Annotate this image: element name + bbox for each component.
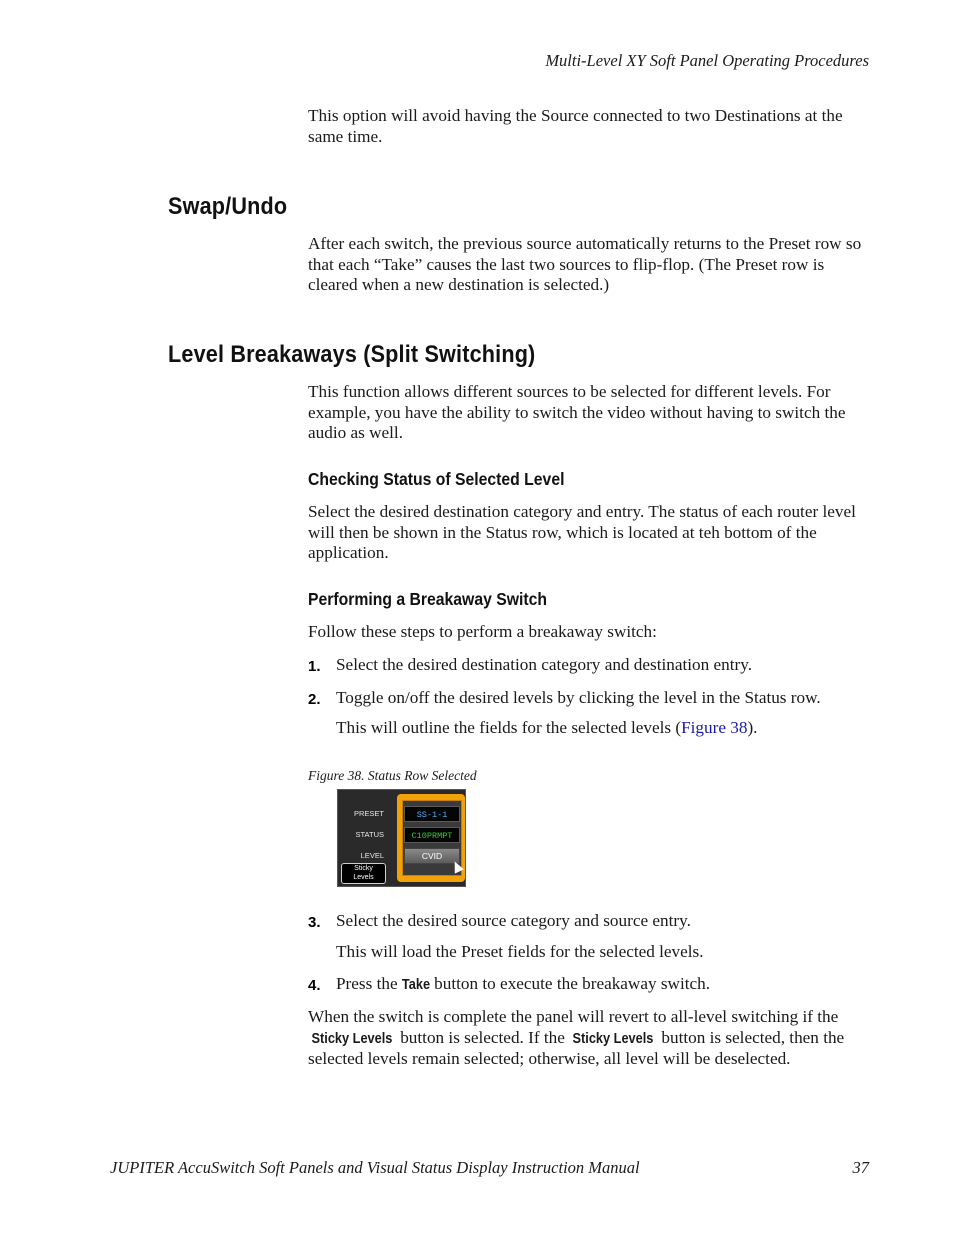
step-2-note [336,718,757,739]
step-3-note: This will load the Preset fields for the selected levels. [336,942,704,961]
step-3-text: Select the desired source category and source entry. [336,911,691,930]
level-breakaways-paragraph: This function allows different sources to be selected for different levels. For example, you have the ability to switch the video without having to switch the audio as well. [308,382,846,442]
step-4-text [336,974,710,996]
sticky-levels-button [341,863,386,884]
sticky-levels-line2: Levels [353,873,374,881]
figure-label-preset: PRESET [353,809,384,818]
sticky-levels-keyword-2: Sticky Levels [572,1030,654,1047]
step-2-number: 2. [308,691,321,708]
swap-undo-paragraph: After each switch, the previous source automatically returns to the Preset row so that each “Take” causes the last two sources to flip-flop. (The Preset row is cleared when a new destination is selected.) [308,234,862,294]
step-2-note-before: This will outline the fields for the selected levels ( [336,718,682,737]
step-2-text: Toggle on/off the desired levels by clicking the level in the Status row. [336,688,821,707]
step-1-number: 1. [308,658,321,675]
closing-part-1: When the switch is complete the panel will revert to all-level switching if the [308,1007,839,1026]
sticky-levels-keyword-1: Sticky Levels [311,1030,393,1047]
step-2-note-after: ). [747,718,758,737]
figure-label-status: STATUS [355,830,384,839]
step-1-text: Select the desired destination category and destination entry. [336,655,753,674]
status-cell: C10PRMPT [404,827,460,843]
checking-status-paragraph: Select the desired destination category and entry. The status of each router level will then be shown in the Status row, which is located at teh bottom of the application. [308,502,856,562]
closing-part-3: button is selected, then the selected levels remain selected; otherwise, all level will be deselected. [308,1027,845,1068]
figure-38-link[interactable]: Figure 38 [681,718,748,737]
footer-manual-title: JUPITER AccuSwitch Soft Panels and Visual Status Display Instruction Manual [110,1158,640,1177]
heading-checking-status: Checking Status of Selected Level [308,469,565,489]
sticky-levels-line1: Sticky [354,865,373,872]
footer-page-number: 37 [852,1158,869,1177]
preset-cell: SS-1-1 [404,806,460,822]
figure-label-level: LEVEL [360,851,384,860]
heading-swap-undo: Swap/Undo [168,193,288,220]
step-4-after: button to execute the breakaway switch. [429,974,711,993]
closing-part-2: button is selected. If the [395,1027,570,1047]
heading-performing-breakaway: Performing a Breakaway Switch [308,589,547,609]
closing-paragraph [308,1007,870,1070]
figure-caption: Figure 38. Status Row Selected [308,768,477,783]
level-button-cvid: CVID [404,848,460,864]
step-4-before: Press the [336,974,402,993]
step-4-number: 4. [308,977,321,994]
status-row-figure [337,789,466,887]
intro-paragraph: This option will avoid having the Source connected to two Destinations at the same time. [308,106,843,146]
step-3-number: 3. [308,914,321,931]
take-keyword: Take [401,977,430,993]
performing-intro: Follow these steps to perform a breakaway switch: [308,622,657,641]
running-header: Multi-Level XY Soft Panel Operating Procedures [545,51,869,70]
heading-level-breakaways: Level Breakaways (Split Switching) [168,341,536,368]
